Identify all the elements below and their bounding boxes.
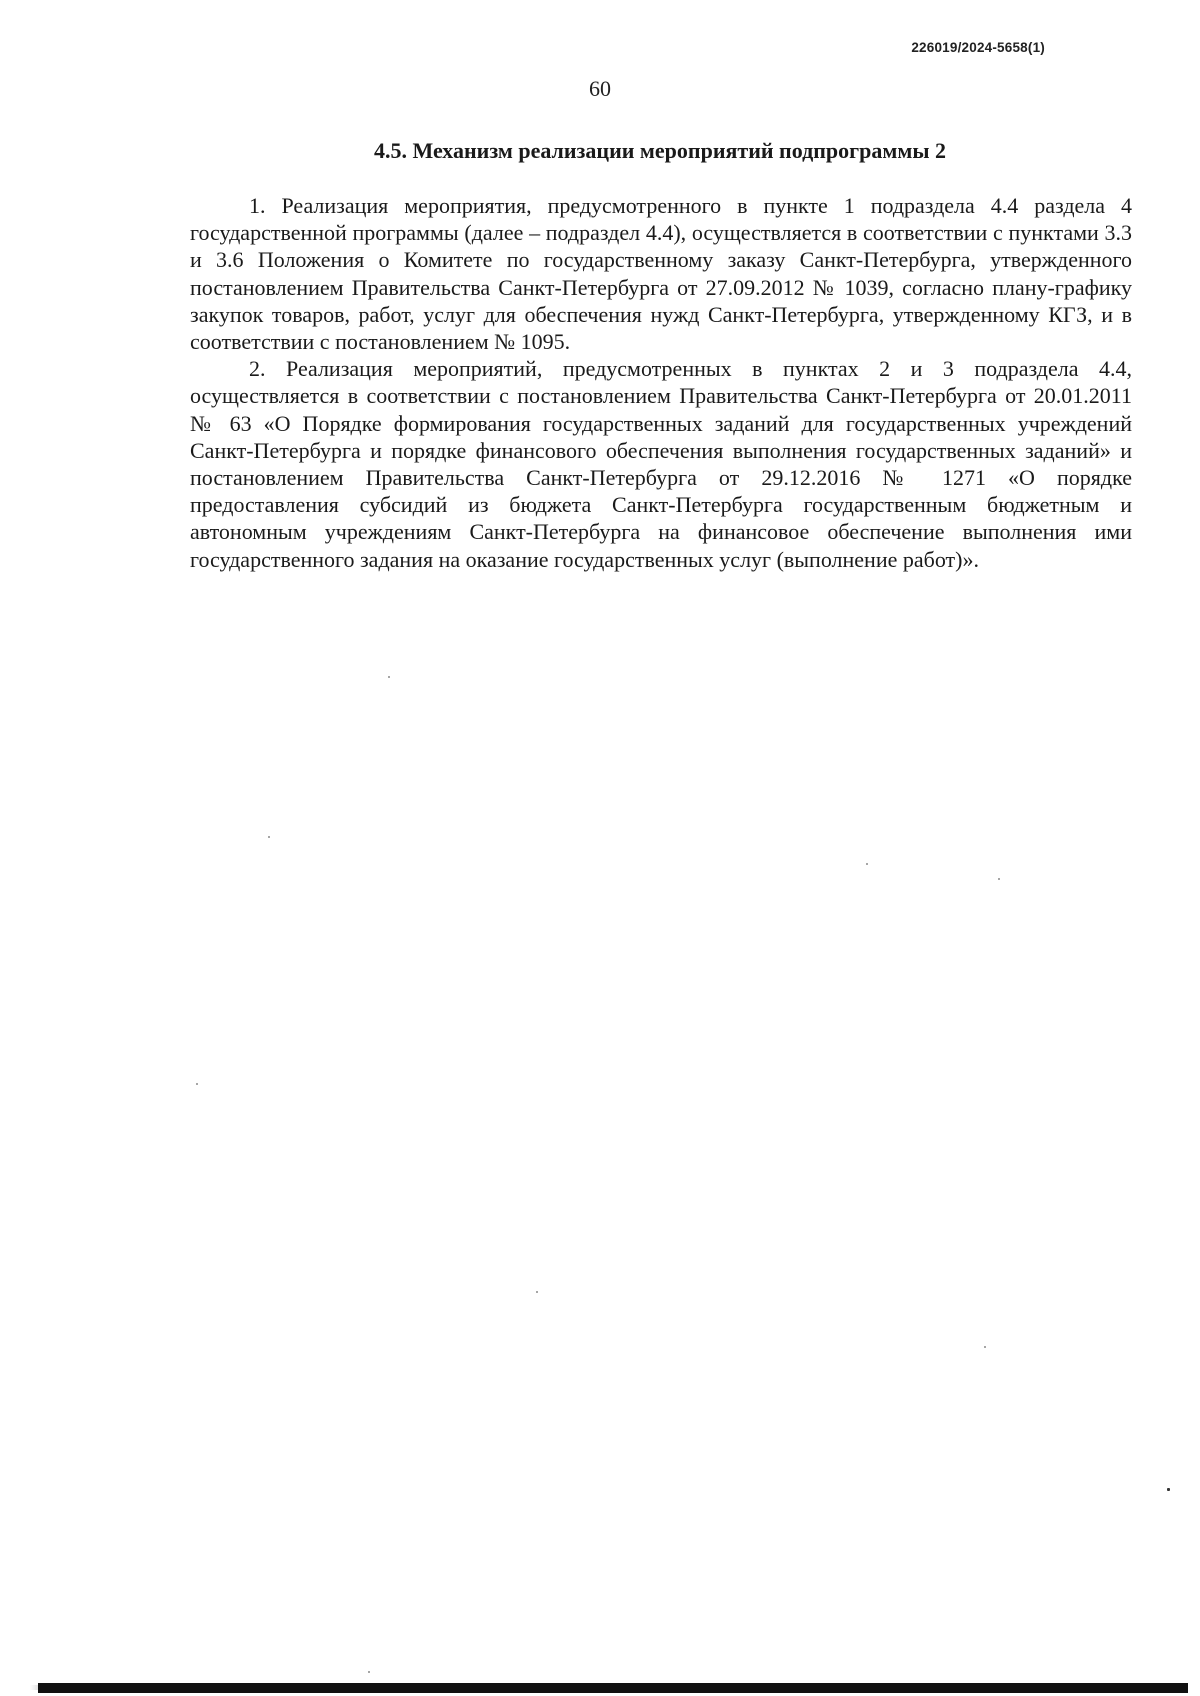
scan-speck xyxy=(196,1083,198,1085)
scan-speck xyxy=(388,676,390,678)
scan-speck xyxy=(998,878,1000,880)
section-heading: 4.5. Механизм реализации мероприятий подпрограммы 2 xyxy=(373,138,947,163)
body-text xyxy=(190,192,1132,573)
scan-edge-bar xyxy=(38,1683,1188,1693)
scan-speck xyxy=(984,1346,986,1348)
paragraph-2: 2. Реализация мероприятий, предусмотренных в пунктах 2 и 3 подраздела 4.4, осуществляется в соответствии с постановлением Правительства Санкт-Петербурга от 20.01.2011 № 63 «О Порядке формирования государственных заданий для государственных учреждений Санкт-Петербурга и порядке финансового обеспечения выполнения государственных заданий» и постановлением Правительства Санкт-Петербурга от 29.12.2016 № 1271 «О порядке предоставления субсидий из бюджета Санкт-Петербурга государственным бюджетным и автономным учреждениям Санкт-Петербурга на финансовое обеспечение выполнения ими государственного задания на оказание государственных услуг (выполнение работ)». xyxy=(190,356,1132,572)
scan-speck xyxy=(866,863,868,865)
scan-speck xyxy=(268,836,270,838)
document-id: 226019/2024-5658(1) xyxy=(911,40,1045,55)
scan-speck xyxy=(368,1671,370,1673)
page-number: 60 xyxy=(589,76,611,101)
scan-speck xyxy=(536,1291,538,1293)
scan-speck xyxy=(1167,1488,1170,1491)
paragraph-1: 1. Реализация мероприятия, предусмотренного в пункте 1 подраздела 4.4 раздела 4 государственной программы (далее – подраздел 4.4), осуществляется в соответствии с пунктами 3.3 и 3.6 Положения о Комитете по государственному заказу Санкт-Петербурга, утвержденного постановлением Правительства Санкт-Петербурга от 27.09.2012 № 1039, согласно плану-графику закупок товаров, работ, услуг для обеспечения нужд Санкт-Петербурга, утвержденному КГЗ, и в соответствии с постановлением № 1095. xyxy=(190,193,1132,355)
